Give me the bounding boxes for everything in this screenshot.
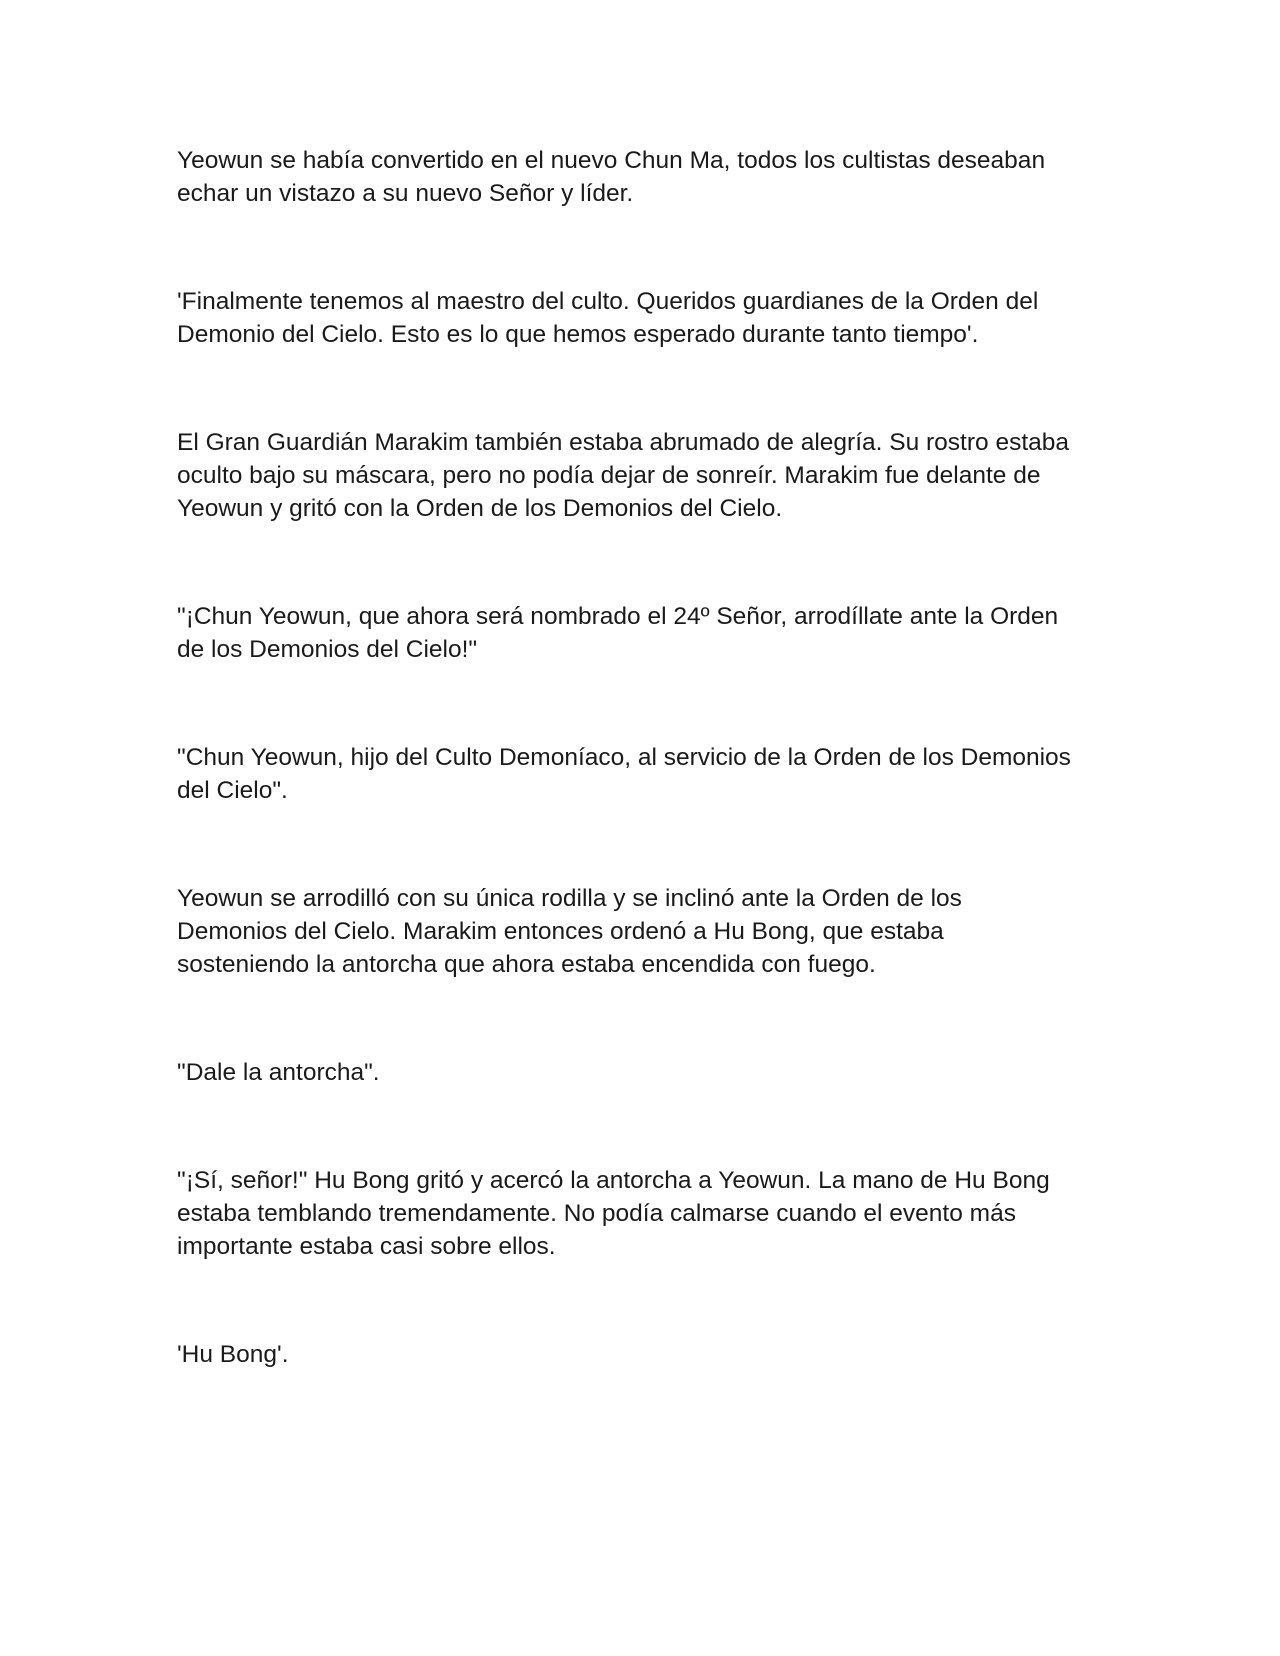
paragraph-line: 'Hu Bong'.: [177, 1341, 289, 1368]
paragraph-line: Yeowun y gritó con la Orden de los Demonios del Cielo.: [177, 495, 783, 522]
paragraph-line: Demonio del Cielo. Esto es lo que hemos esperado durante tanto tiempo'.: [177, 321, 979, 348]
paragraph-line: importante estaba casi sobre ellos.: [177, 1233, 556, 1260]
paragraph-line: "Chun Yeowun, hijo del Culto Demoníaco, al servicio de la Orden de los Demonios: [177, 744, 1071, 771]
paragraph-line: "¡Sí, señor!" Hu Bong gritó y acercó la antorcha a Yeowun. La mano de Hu Bong: [177, 1167, 1050, 1194]
paragraph-line: del Cielo".: [177, 777, 288, 804]
paragraph-6: [177, 882, 1107, 981]
paragraph-line: El Gran Guardián Marakim también estaba abrumado de alegría. Su rostro estaba: [177, 429, 1070, 456]
paragraph-line: Yeowun se había convertido en el nuevo Chun Ma, todos los cultistas deseaban: [177, 147, 1046, 174]
paragraph-line: sosteniendo la antorcha que ahora estaba encendida con fuego.: [177, 951, 876, 978]
paragraph-line: 'Finalmente tenemos al maestro del culto. Queridos guardianes de la Orden del: [177, 288, 1039, 315]
paragraph-line: "Dale la antorcha".: [177, 1059, 380, 1086]
paragraph-line: oculto bajo su máscara, pero no podía dejar de sonreír. Marakim fue delante de: [177, 462, 1041, 489]
paragraph-line: Demonios del Cielo. Marakim entonces ordenó a Hu Bong, que estaba: [177, 918, 944, 945]
paragraph-line: echar un vistazo a su nuevo Señor y líder.: [177, 180, 634, 207]
paragraph-3: [177, 426, 1107, 525]
paragraph-line: de los Demonios del Cielo!": [177, 636, 478, 663]
paragraph-line: estaba temblando tremendamente. No podía calmarse cuando el evento más: [177, 1200, 1016, 1227]
paragraph-1: [177, 144, 1107, 210]
paragraph-9: [177, 1338, 1107, 1371]
paragraph-7: [177, 1056, 1107, 1089]
paragraph-line: Yeowun se arrodilló con su única rodilla y se inclinó ante la Orden de los: [177, 885, 962, 912]
paragraph-5: [177, 741, 1107, 807]
paragraph-8: [177, 1164, 1107, 1263]
paragraph-2: [177, 285, 1107, 351]
document-body: [177, 144, 1107, 1446]
paragraph-line: "¡Chun Yeowun, que ahora será nombrado el 24º Señor, arrodíllate ante la Orden: [177, 603, 1059, 630]
paragraph-4: [177, 600, 1107, 666]
